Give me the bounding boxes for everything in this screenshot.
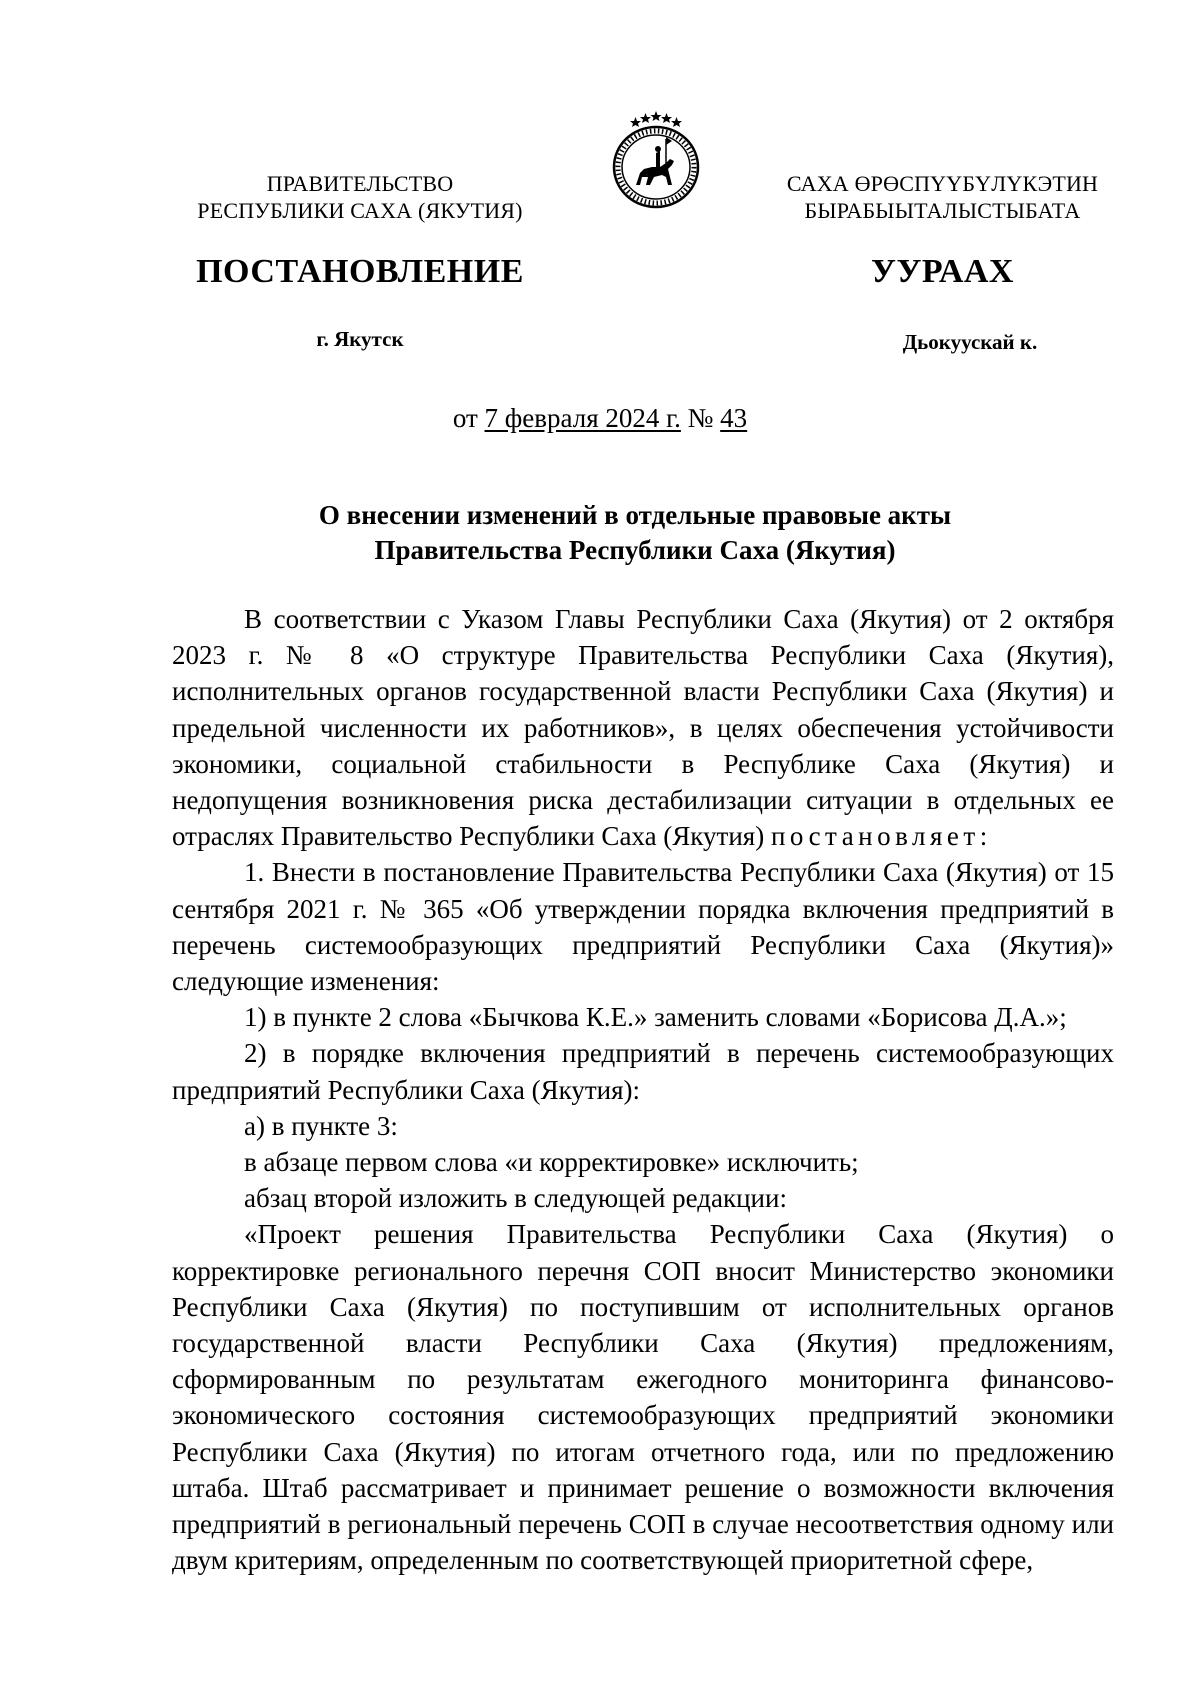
coat-of-arms-emblem-icon [608,107,704,211]
paragraph-quoted-text: «Проект решения Правительства Республики Саха (Якутия) о корректировке регионального перечня СОП вносит Министерство экономики Республики Саха (Якутия) по поступившим от исполнительных органов государственной власти Республики Саха (Якутия) предложениям, сформированным по результатам ежегодного мониторинга финансово-экономического состояния системообразующих предприятий экономики Республики Саха (Якутия) по итогам отчетного года, или по предложению штаба. Штаб рассматривает и принимает решение о возможности включения предприятий в региональный перечень СОП в случае несоответствия одному или двум критериям, определенным по соответствующей приоритетной сфере, [172,1219,1114,1576]
subject-line-2: Правительства Республики Саха (Якутия) [374,535,896,565]
paragraph-preamble [172,601,1114,854]
document-type-russian: ПОСТАНОВЛЕНИЕ [196,253,524,290]
document-subject [160,498,1110,568]
document-type-yakut: УУРААХ [871,253,1014,290]
paragraph-subitem-2: 2) в порядке включения предприятий в перечень системообразующих предприятий Республики Саха (Якутия): [172,1038,1114,1105]
issuer-line-1-yakut: САХА ӨРӨСПҮҮБҮЛҮКЭТИН [786,171,1099,196]
date-prefix: от [452,403,485,433]
paragraph-abzac-1: в абзаце первом слова «и корректировке» исключить; [244,1147,859,1178]
issuer-name-yakut [745,170,1140,224]
issuer-name-russian [160,170,560,224]
document-body [172,601,1114,1578]
paragraph-abzac-2: абзац второй изложить в следующей редакции: [244,1183,787,1214]
issuer-line-2-yakut: БЫРАБЫЫТАЛЫСТЫБАТА [804,198,1081,223]
issuer-line-2: РЕСПУБЛИКИ САХА (ЯКУТИЯ) [197,198,523,223]
city-russian: г. Якутск [316,327,404,351]
number-prefix: № [680,403,721,433]
paragraph-subitem-1: 1) в пункте 2 слова «Бычкова К.Е.» заменить словами «Борисова Д.А.»; [244,1002,1067,1033]
preamble-text: В соответствии с Указом Главы Республики Саха (Якутия) от 2 октября 2023 г. № 8 «О структуре Правительства Республики Саха (Якутия), исполнительных органов государственной власти Республики Саха (Якутия) и предельной численности их работников», в целях обеспечения устойчивости экономики, социальной стабильности в Республике Саха (Якутия) и недопущения возникновения риска дестабилизации ситуации в отдельных ее отраслях Правительство Республики Саха (Якутия) [172,604,1114,852]
paragraph-subitem-a: а) в пункте 3: [244,1110,398,1141]
date-and-number [0,403,1200,434]
paragraph-item-1: 1. Внести в постановление Правительства Республики Саха (Якутия) от 15 сентября 2021 г. № 365 «Об утверждении порядка включения предприятий в перечень системообразующих предприятий Республики Саха (Якутия)» следующие изменения: [172,857,1114,997]
issuer-line-1: ПРАВИТЕЛЬСТВО [266,171,454,196]
subject-line-1: О внесении изменений в отдельные правовые акты [318,500,952,530]
city-yakut: Дьокуускай к. [902,330,1038,354]
document-date: 7 февраля 2024 г. [484,403,681,433]
resolves-word: постановляет: [770,821,992,852]
document-number: 43 [720,403,748,433]
